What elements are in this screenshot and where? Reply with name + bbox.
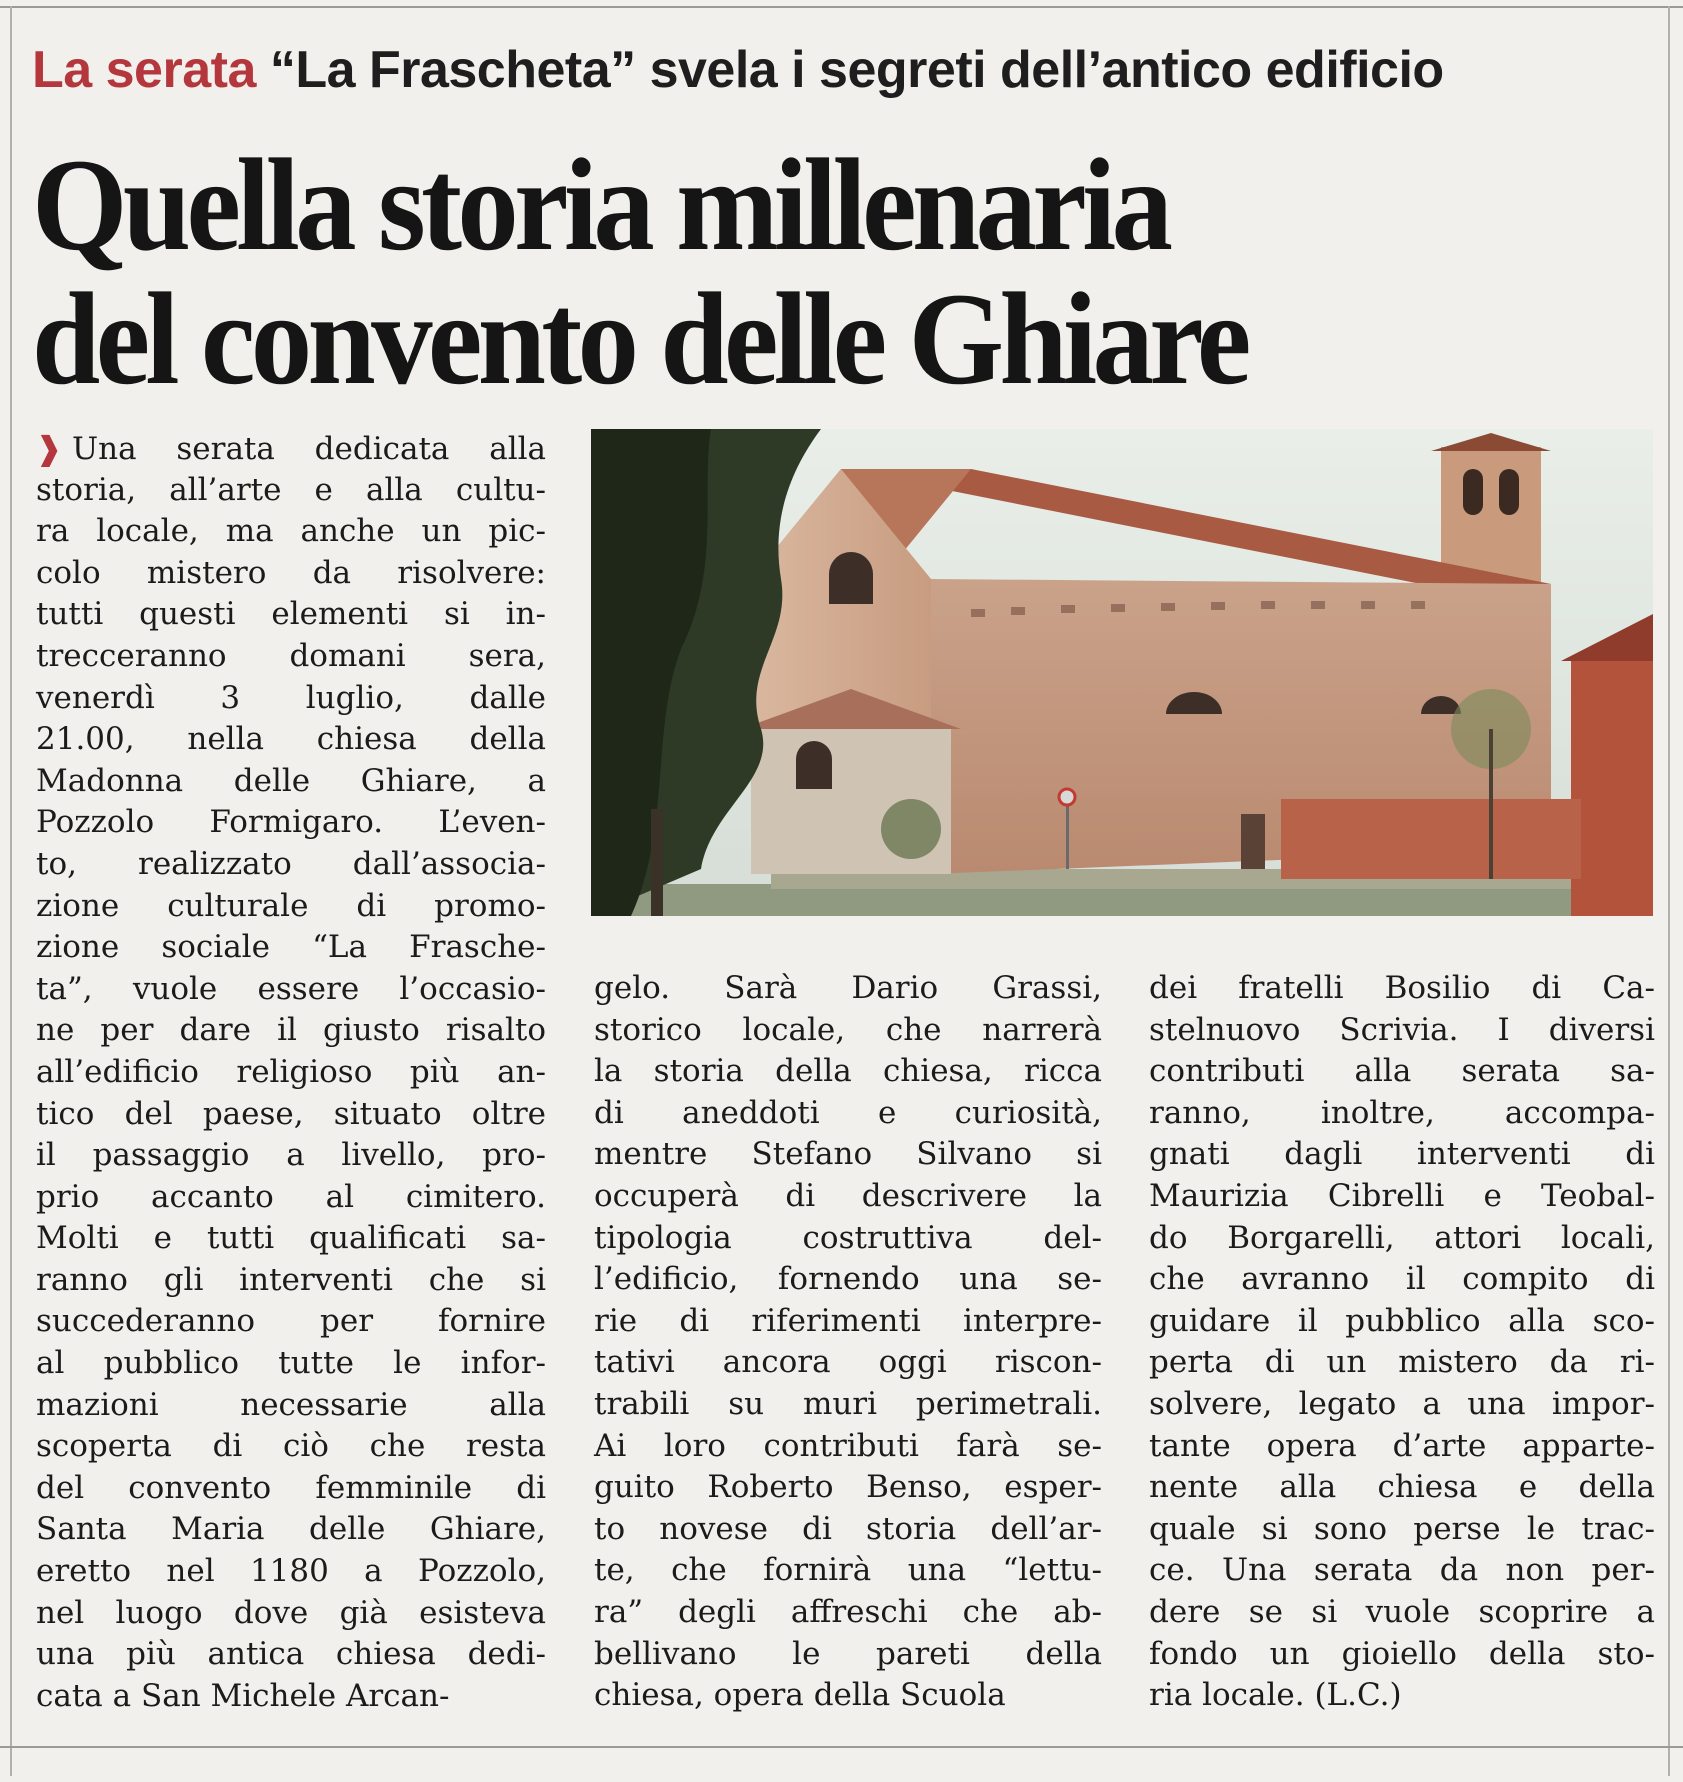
kicker xyxy=(32,38,1652,102)
text-line: nel luogo dove già esisteva xyxy=(36,1594,546,1631)
text-line: solvere, legato a una impor- xyxy=(1149,1385,1655,1422)
text-line: trabili su muri perimetrali. xyxy=(594,1385,1102,1422)
text-line: di aneddoti e curiosità, xyxy=(594,1094,1102,1131)
text-line: 21.00, nella chiesa della xyxy=(36,721,546,758)
text-line: cata a San Michele Arcan- xyxy=(36,1677,450,1714)
text-line: Pozzolo Formigaro. L’even- xyxy=(36,804,546,841)
text-line xyxy=(36,428,546,470)
text-line: fondo un gioiello della sto- xyxy=(1149,1635,1655,1672)
headline-line-1: Quella storia millenaria xyxy=(32,131,1169,278)
text-line: tipologia costruttiva del- xyxy=(594,1219,1102,1256)
text-line: all’edificio religioso più an- xyxy=(36,1053,546,1090)
text-line: contributi alla serata sa- xyxy=(1149,1053,1655,1090)
text-line: storico locale, che narrerà xyxy=(594,1011,1102,1048)
text-line: l’edificio, fornendo una se- xyxy=(594,1261,1102,1298)
church-photo-illustration xyxy=(591,429,1653,916)
text-line: to novese di storia dell’ar- xyxy=(594,1510,1102,1547)
text-line: chiesa, opera della Scuola xyxy=(594,1677,1006,1714)
text-line: il passaggio a livello, pro- xyxy=(36,1137,546,1174)
text-line: Maurizia Cibrelli e Teobal- xyxy=(1149,1177,1655,1214)
text-line: zione sociale “La Frasche- xyxy=(36,929,546,966)
text-line: ce. Una serata da non per- xyxy=(1149,1552,1655,1589)
text-line: Ai loro contributi farà se- xyxy=(594,1427,1102,1464)
right-border xyxy=(1668,6,1670,1776)
text-line: succederanno per fornire xyxy=(36,1303,546,1340)
text-line: do Borgarelli, attori locali, xyxy=(1149,1219,1655,1256)
text-line: Molti e tutti qualificati sa- xyxy=(36,1220,546,1257)
text-line-content: Una serata dedicata alla xyxy=(71,431,546,467)
text-line: quale si sono perse le trac- xyxy=(1149,1510,1655,1547)
text-line: al pubblico tutte le infor- xyxy=(36,1345,546,1382)
text-line: ranno, inoltre, accompa- xyxy=(1149,1094,1655,1131)
text-line: scoperta di ciò che resta xyxy=(36,1428,546,1465)
left-border xyxy=(10,6,12,1776)
text-line: ne per dare il giusto risalto xyxy=(36,1012,546,1049)
text-line: Madonna delle Ghiare, a xyxy=(36,762,546,799)
article-column-1 xyxy=(36,428,546,1717)
text-line: rie di riferimenti interpre- xyxy=(594,1302,1102,1339)
headline-line-2: del convento delle Ghiare xyxy=(32,265,1247,412)
text-line: colo mistero da risolvere: xyxy=(36,554,546,591)
text-line: trecceranno domani sera, xyxy=(36,637,546,674)
text-line: te, che fornirà una “lettu- xyxy=(594,1552,1102,1589)
text-line: storia, all’arte e alla cultu- xyxy=(36,471,546,508)
article-column-2 xyxy=(594,968,1102,1717)
text-line: ria locale. (L.C.) xyxy=(1149,1677,1402,1714)
article-column-3 xyxy=(1149,968,1655,1717)
text-line: tutti questi elementi si in- xyxy=(36,596,546,633)
text-line: occuperà di descrivere la xyxy=(594,1177,1102,1214)
text-line: perta di un mistero da ri- xyxy=(1149,1344,1655,1381)
text-line: venerdì 3 luglio, dalle xyxy=(36,679,546,716)
text-line: ra” degli affreschi che ab- xyxy=(594,1593,1102,1630)
text-line: dere se si vuole scoprire a xyxy=(1149,1593,1655,1630)
text-line: che avranno il compito di xyxy=(1149,1261,1655,1298)
text-line: dei fratelli Bosilio di Ca- xyxy=(1149,970,1655,1006)
text-line: prio accanto al cimitero. xyxy=(36,1178,546,1215)
text-line: la storia della chiesa, ricca xyxy=(594,1053,1102,1090)
text-line: tativi ancora oggi riscon- xyxy=(594,1344,1102,1381)
text-line: gelo. Sarà Dario Grassi, xyxy=(594,970,1102,1006)
bottom-border xyxy=(0,1746,1683,1748)
text-line: ta”, vuole essere l’occasio- xyxy=(36,970,546,1007)
text-line: tico del paese, situato oltre xyxy=(36,1095,546,1132)
text-line: guito Roberto Benso, esper- xyxy=(594,1469,1102,1506)
text-line: nente alla chiesa e della xyxy=(1149,1469,1655,1506)
headline xyxy=(32,131,1520,412)
church-photo xyxy=(591,429,1653,916)
text-line: mazioni necessarie alla xyxy=(36,1386,546,1423)
kicker-lead: La serata xyxy=(32,41,256,99)
text-line: zione culturale di promo- xyxy=(36,887,546,924)
text-line: tante opera d’arte apparte- xyxy=(1149,1427,1655,1464)
text-line: Santa Maria delle Ghiare, xyxy=(36,1511,546,1548)
kicker-rest: “La Frascheta” svela i segreti dell’antico edificio xyxy=(269,41,1444,99)
text-line: eretto nel 1180 a Pozzolo, xyxy=(36,1553,546,1590)
text-line: guidare il pubblico alla sco- xyxy=(1149,1302,1655,1339)
text-line: to, realizzato dall’associa- xyxy=(36,845,546,882)
top-border xyxy=(0,6,1683,8)
text-line: del convento femminile di xyxy=(36,1469,546,1506)
text-line: bellivano le pareti della xyxy=(594,1635,1102,1672)
text-line: mentre Stefano Silvano si xyxy=(594,1136,1102,1173)
text-line: gnati dagli interventi di xyxy=(1149,1136,1655,1173)
lead-marker-icon: ❱ xyxy=(36,431,62,466)
text-line: una più antica chiesa dedi- xyxy=(36,1636,546,1673)
text-line: ra locale, ma anche un pic- xyxy=(36,513,546,550)
text-line: ranno gli interventi che si xyxy=(36,1261,546,1298)
text-line: stelnuovo Scrivia. I diversi xyxy=(1149,1011,1655,1048)
